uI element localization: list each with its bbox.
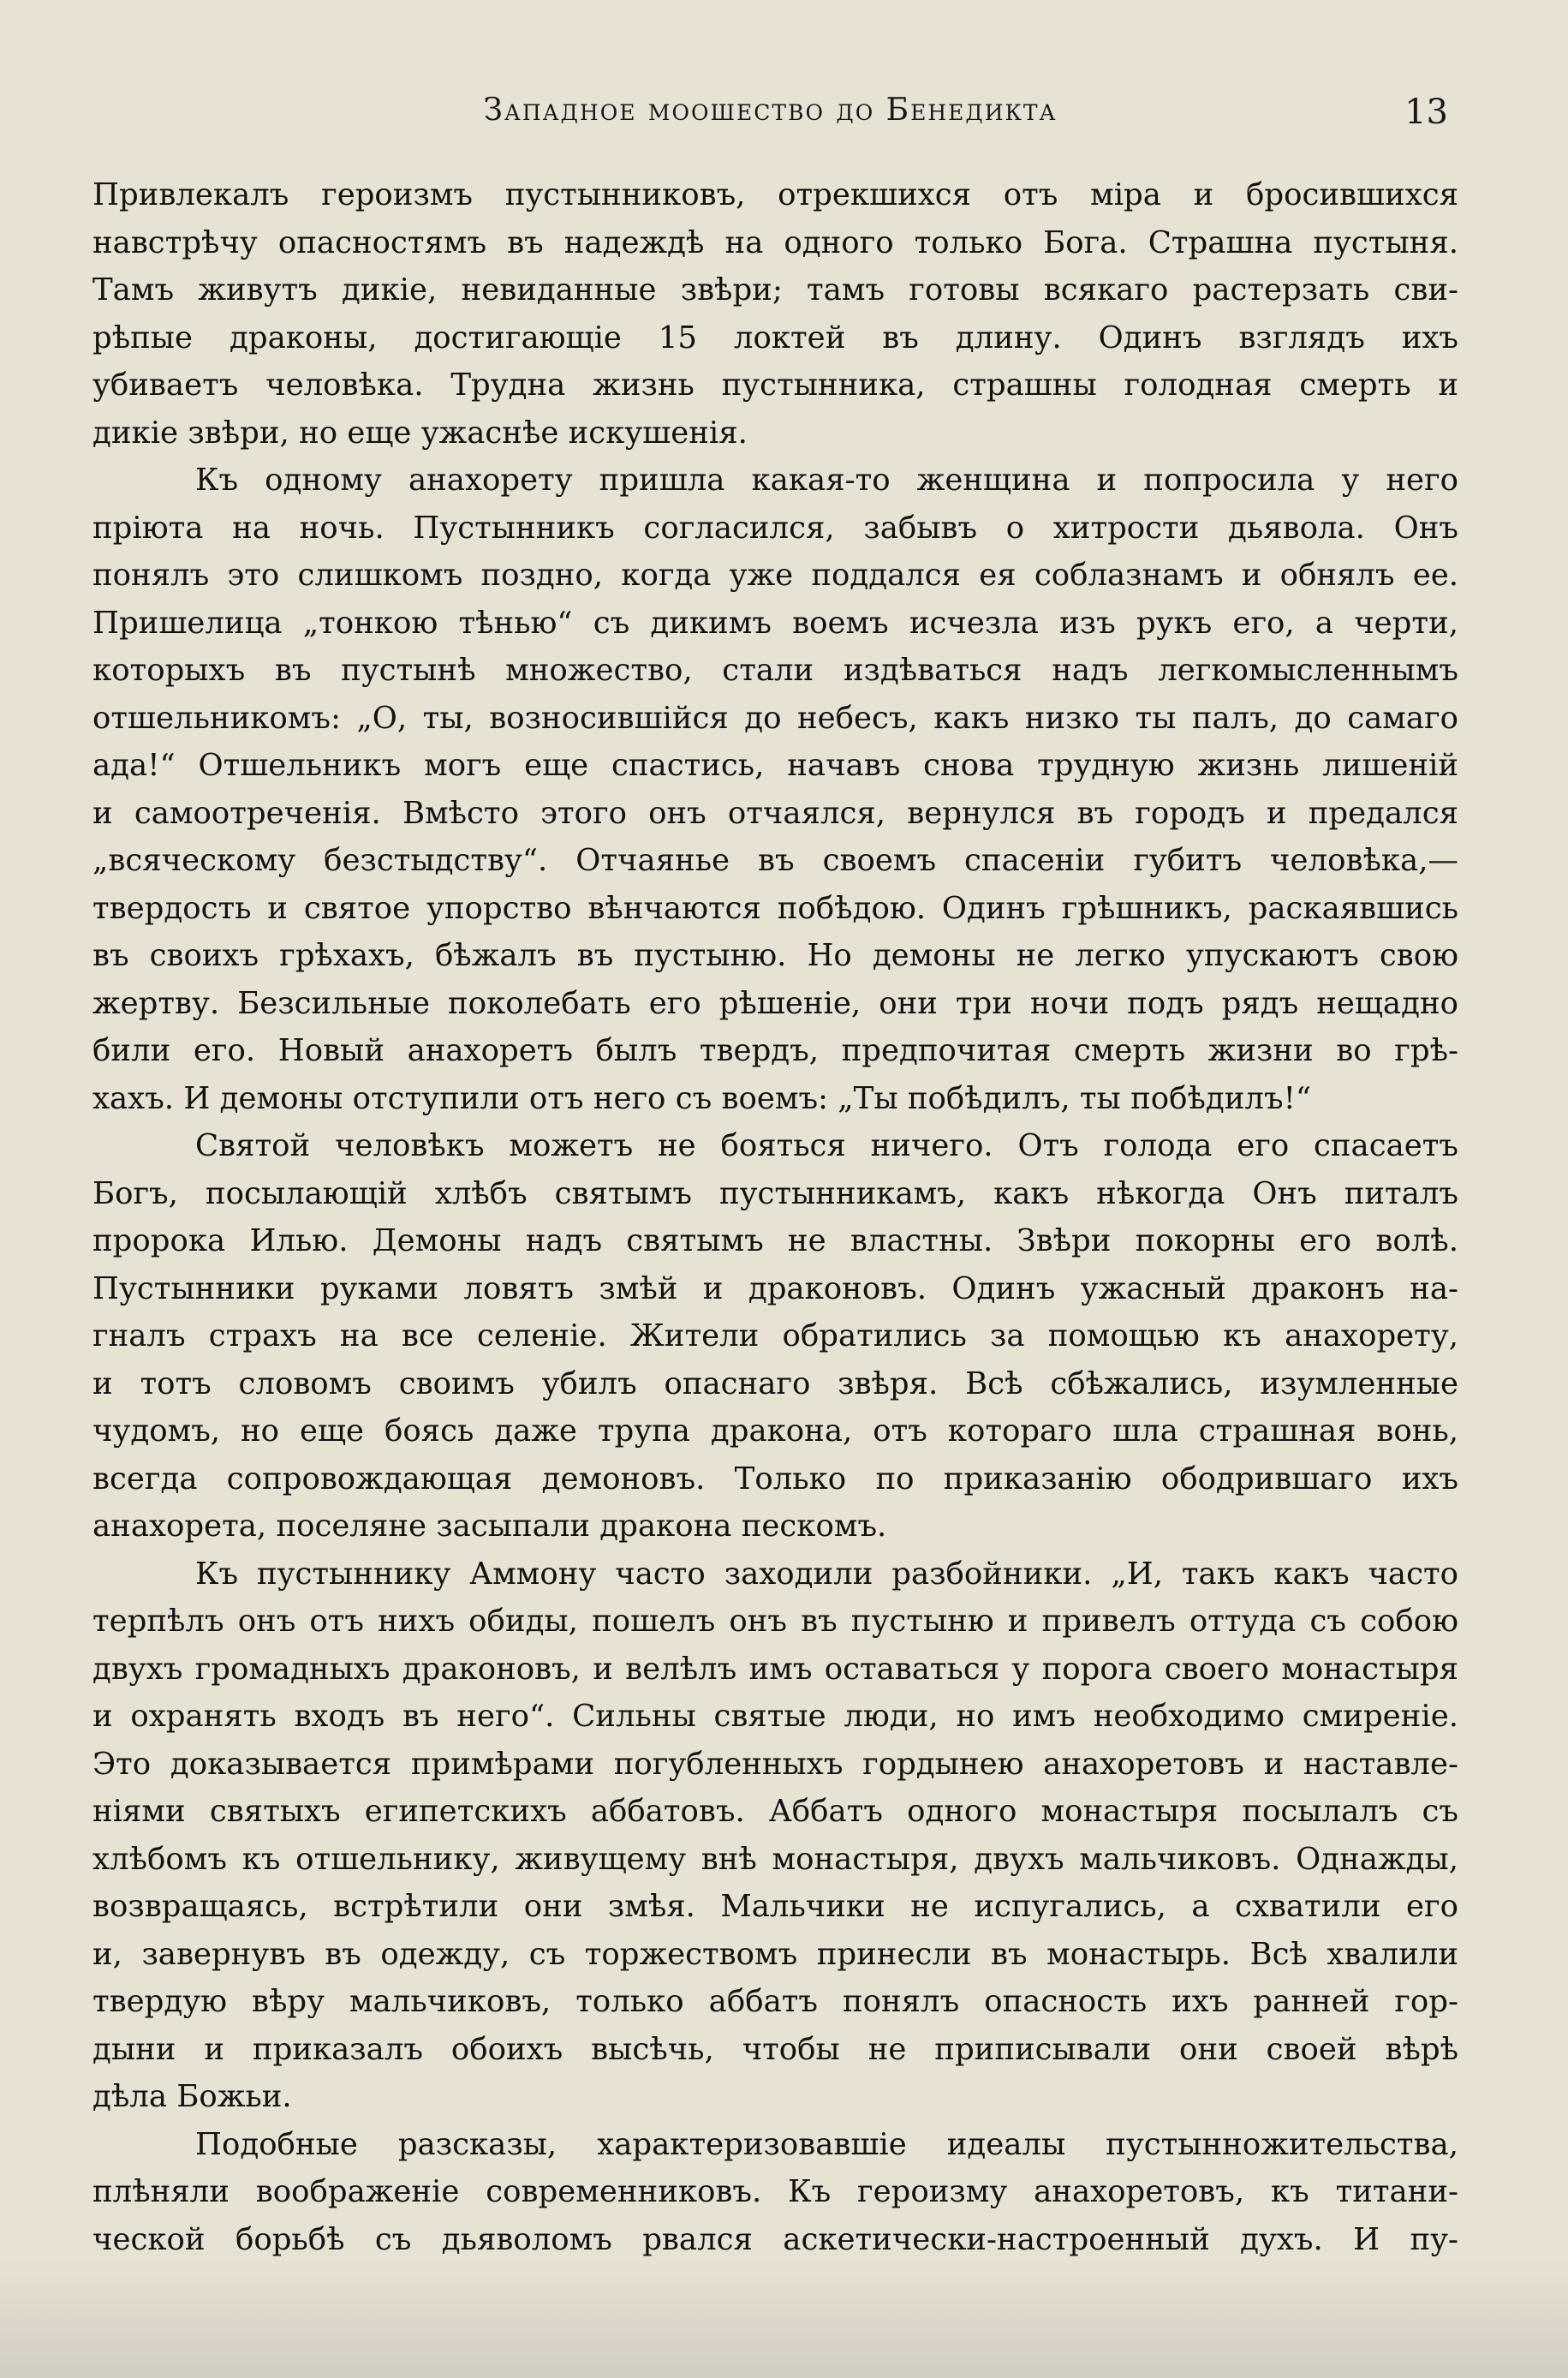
text-line: хахъ. И демоны отступили отъ него съ воемъ: „Ты побѣдилъ, ты побѣдилъ!“ bbox=[92, 1080, 1311, 1116]
text-line: Пустынники руками ловятъ змѣй и драконовъ. Одинъ ужасный драконъ на- bbox=[92, 1270, 1458, 1306]
text-line: навстрѣчу опасностямъ въ надеждѣ на одного только Бога. Страшна пустыня. bbox=[92, 224, 1458, 260]
paragraph bbox=[92, 2121, 1458, 2264]
text-line: Это доказывается примѣрами погубленныхъ гордынею анахоретовъ и наставле- bbox=[92, 1746, 1458, 1782]
paragraph bbox=[92, 457, 1458, 1122]
paragraph bbox=[92, 1550, 1458, 2121]
text-line: Къ пустыннику Аммону часто заходили разбойники. „И, такъ какъ часто bbox=[195, 1556, 1458, 1592]
text-line: Тамъ живутъ дикіе, невиданные звѣри; тамъ готовы всякаго растерзать сви- bbox=[92, 272, 1458, 308]
text-line: отшельникомъ: „О, ты, возносившійся до небесъ, какъ низко ты палъ, до самаго bbox=[92, 700, 1458, 736]
text-line: и тотъ словомъ своимъ убилъ опаснаго звѣря. Всѣ сбѣжались, изумленные bbox=[92, 1365, 1458, 1401]
text-line: дыни и приказалъ обоихъ высѣчь, чтобы не приписывали они своей вѣрѣ bbox=[92, 2031, 1458, 2067]
text-line: били его. Новый анахоретъ былъ твердъ, предпочитая смерть жизни во грѣ- bbox=[92, 1033, 1458, 1068]
text-line: Привлекалъ героизмъ пустынниковъ, отрекшихся отъ міра и бросившихся bbox=[92, 177, 1458, 212]
text-line: гналъ страхъ на все селеніе. Жители обратились за помощью къ анахорету, bbox=[92, 1318, 1458, 1353]
paragraph bbox=[92, 1122, 1458, 1550]
text-line: хлѣбомъ къ отшельнику, живущему внѣ монастыря, двухъ мальчиковъ. Однажды, bbox=[92, 1841, 1458, 1877]
text-line: Святой человѣкъ можетъ не бояться ничего. Отъ голода его спасаетъ bbox=[195, 1128, 1458, 1163]
page-number: 13 bbox=[1404, 93, 1448, 132]
text-line: Пришелица „тонкою тѣнью“ съ дикимъ воемъ исчезла изъ рукъ его, а черти, bbox=[92, 605, 1458, 641]
text-line: жертву. Безсильные поколебать его рѣшеніе, они три ночи подъ рядъ нещадно bbox=[92, 985, 1458, 1021]
text-line: анахорета, поселяне засыпали дракона пескомъ. bbox=[92, 1509, 887, 1544]
text-line: и, завернувъ въ одежду, съ торжествомъ принесли въ монастырь. Всѣ хвалили bbox=[92, 1936, 1458, 1972]
text-line: которыхъ въ пустынѣ множество, стали издѣваться надъ легкомысленнымъ bbox=[92, 653, 1458, 688]
text-line: чудомъ, но еще боясь даже трупа дракона, отъ котораго шла страшная вонь, bbox=[92, 1413, 1458, 1449]
text-line: Богъ, посылающій хлѣбъ святымъ пустынникамъ, какъ нѣкогда Онъ питалъ bbox=[92, 1175, 1458, 1211]
text-line: въ своихъ грѣхахъ, бѣжалъ въ пустыню. Но демоны не легко упускаютъ свою bbox=[92, 938, 1458, 973]
text-line: убиваетъ человѣка. Трудна жизнь пустынника, страшны голодная смерть и bbox=[92, 367, 1458, 403]
text-line: понялъ это слишкомъ поздно, когда уже поддался ея соблазнамъ и обнялъ ее. bbox=[92, 558, 1458, 593]
text-line: пріюта на ночь. Пустынникъ согласился, забывъ о хитрости дьявола. Онъ bbox=[92, 510, 1458, 546]
text-line: ніями святыхъ египетскихъ аббатовъ. Аббатъ одного монастыря посылалъ съ bbox=[92, 1794, 1458, 1829]
text-line: дикіе звѣри, но еще ужаснѣе искушенія. bbox=[92, 415, 748, 451]
text-line: возвращаясь, встрѣтили они змѣя. Мальчики не испугались, а схватили его bbox=[92, 1889, 1458, 1924]
text-line: твердую вѣру мальчиковъ, только аббатъ понялъ опасность ихъ ранней гор- bbox=[92, 1984, 1458, 2019]
text-line: и охранять входъ въ него“. Сильны святые люди, но имъ необходимо смиреніе. bbox=[92, 1699, 1458, 1734]
text-line: рѣпые драконы, достигающіе 15 локтей въ длину. Одинъ взглядъ ихъ bbox=[92, 320, 1458, 356]
text-line: твердость и святое упорство вѣнчаются побѣдою. Одинъ грѣшникъ, раскаявшись bbox=[92, 890, 1458, 926]
body-text bbox=[92, 171, 1458, 2263]
text-line: Къ одному анахорету пришла какая-то женщина и попросила у него bbox=[195, 463, 1458, 498]
text-line: терпѣлъ онъ отъ нихъ обиды, пошелъ онъ въ пустыню и привелъ оттуда съ собою bbox=[92, 1604, 1458, 1639]
running-title: Западное моошество до Бенедикта bbox=[483, 93, 1058, 128]
text-line: Подобные разсказы, характеризовавшіе идеалы пустынножительства, bbox=[195, 2126, 1458, 2162]
text-line: ада!“ Отшельникъ могъ еще спастись, начавъ снова трудную жизнь лишеній bbox=[92, 748, 1458, 783]
text-line: „всяческому безстыдству“. Отчаянье въ своемъ спасеніи губитъ человѣка,— bbox=[92, 843, 1458, 878]
running-header bbox=[92, 93, 1448, 135]
text-line: двухъ громадныхъ драконовъ, и велѣлъ имъ оставаться у порога своего монастыря bbox=[92, 1651, 1458, 1687]
text-line: дѣла Божьи. bbox=[92, 2079, 292, 2114]
text-line: и самоотреченія. Вмѣсто этого онъ отчаялся, вернулся въ городъ и предался bbox=[92, 795, 1458, 831]
paragraph bbox=[92, 171, 1458, 457]
text-line: всегда сопровождающая демоновъ. Только по приказанію ободрившаго ихъ bbox=[92, 1461, 1458, 1497]
text-line: ческой борьбѣ съ дьяволомъ рвался аскетически-настроенный духъ. И пу- bbox=[92, 2221, 1458, 2257]
text-line: плѣняли воображеніе современниковъ. Къ героизму анахоретовъ, къ титани- bbox=[92, 2174, 1458, 2209]
text-line: пророка Илью. Демоны надъ святымъ не властны. Звѣри покорны его волѣ. bbox=[92, 1223, 1458, 1258]
